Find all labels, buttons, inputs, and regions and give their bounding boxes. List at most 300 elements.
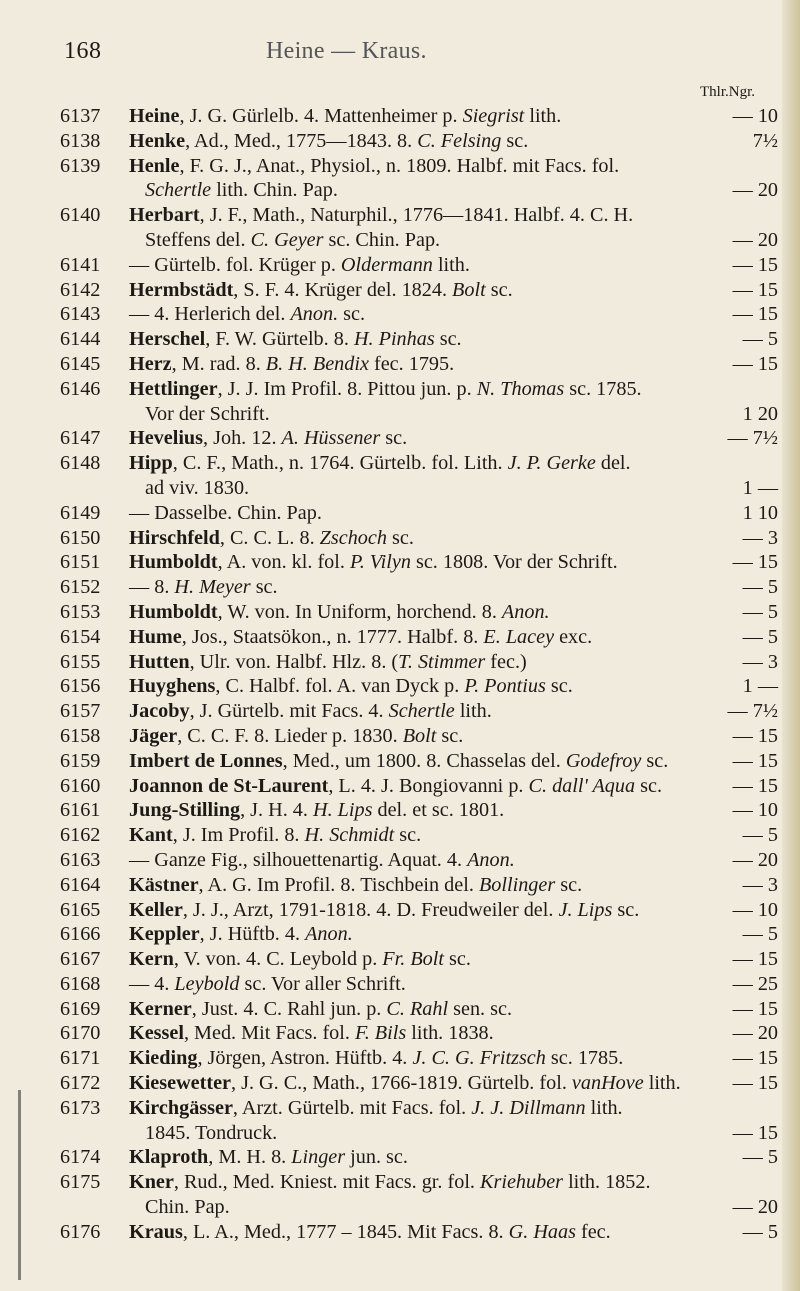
entry-detail: , Arzt. Gürtelb. mit Facs. fol.: [232, 1096, 472, 1119]
entry-detail: lith.: [643, 1072, 681, 1095]
entry-number: 6156: [60, 675, 101, 698]
entry-price: — 15: [732, 749, 778, 772]
entry-number: 6165: [60, 898, 101, 921]
entry-number: 6151: [60, 551, 101, 574]
artist-name: J. C. G. Fritzsch: [412, 1047, 546, 1070]
entry-number: 6166: [60, 923, 101, 946]
entry-detail: — Gürtelb. fol. Krüger p.: [129, 253, 341, 276]
entry-price: 1 —: [742, 675, 778, 698]
catalogue-entry: [60, 426, 778, 451]
sitter-name: Hirschfeld: [129, 526, 220, 549]
entry-number: 6140: [60, 204, 101, 227]
entry-price: — 5: [742, 625, 778, 648]
sitter-name: Kiesewetter: [129, 1072, 231, 1095]
entry-detail: sc. 1808. Vor der Schrift.: [410, 551, 618, 574]
artist-name: Siegrist: [462, 105, 525, 127]
artist-name: Schertle: [388, 700, 455, 723]
artist-name: Anon.: [305, 923, 353, 946]
entry-detail: sc.: [394, 824, 422, 847]
catalogue-entry: [60, 104, 778, 129]
entry-price: — 5: [742, 576, 778, 599]
artist-name: Anon.: [467, 848, 515, 871]
sitter-name: Keller: [129, 898, 183, 921]
entry-text: [60, 129, 778, 154]
artist-name: P. Vilyn: [349, 551, 411, 574]
entry-detail: ad viv. 1830.: [145, 476, 250, 499]
artist-name: Zschoch: [319, 526, 387, 549]
artist-name: F. Bils: [354, 1022, 407, 1045]
entry-text-continuation: [60, 402, 778, 427]
sitter-name: Henke: [129, 129, 186, 152]
entry-detail: sc.: [612, 898, 640, 921]
catalogue-entry: [60, 898, 778, 923]
artist-name: Anon.: [290, 303, 339, 326]
sitter-name: Herz: [129, 352, 172, 375]
entry-detail: — 4. Herlerich del.: [129, 303, 291, 326]
entry-detail: — Ganze Fig., silhouettenartig. Aquat. 4.: [129, 848, 468, 871]
entry-number: 6176: [60, 1220, 101, 1243]
entry-price: — 15: [732, 724, 778, 747]
entry-detail: — 8.: [129, 576, 175, 599]
catalogue-entry: [60, 253, 778, 278]
entry-detail: sc. 1785.: [564, 377, 642, 400]
entry-number: 6173: [60, 1096, 101, 1119]
entry-price: — 5: [742, 923, 778, 946]
price-column-heading: Thlr.Ngr.: [700, 84, 755, 100]
entry-number: 6148: [60, 452, 101, 475]
entry-number: 6162: [60, 824, 101, 847]
entry-number: 6175: [60, 1171, 101, 1194]
entry-number: 6143: [60, 303, 101, 326]
entry-price: — 3: [742, 526, 778, 549]
entry-text: [60, 451, 778, 476]
artist-name: Kriehuber: [480, 1171, 564, 1194]
sitter-name: Klaproth: [129, 1146, 209, 1169]
entry-detail: sc.: [555, 873, 583, 896]
entry-detail: lith.: [585, 1096, 623, 1119]
sitter-name: Kieding: [129, 1047, 198, 1070]
entry-number: 6174: [60, 1146, 101, 1169]
page-edge-shadow: [782, 0, 800, 1291]
catalogue-entry: [60, 823, 778, 848]
entry-price: 1 —: [742, 476, 778, 499]
running-head: Heine — Kraus.: [266, 38, 427, 64]
entry-price: — 5: [742, 328, 778, 351]
entry-detail: , J. Hüftb. 4.: [199, 923, 306, 946]
sitter-name: Herschel: [129, 328, 206, 351]
sitter-name: Kant: [129, 824, 173, 847]
sitter-name: Joannon de St-Laurent: [129, 774, 329, 797]
entry-detail: lith.: [454, 700, 492, 723]
entry-detail: 1845. Tondruck.: [145, 1121, 278, 1144]
entry-number: 6168: [60, 972, 101, 995]
catalogue-entry: [60, 873, 778, 898]
entry-detail: , A. von. kl. fol.: [217, 551, 350, 574]
entry-price: — 3: [742, 650, 778, 673]
entry-price: — 15: [732, 352, 778, 375]
entry-detail: lith. Chin. Pap.: [211, 179, 338, 202]
entry-detail: sc.: [443, 948, 471, 971]
entry-detail: , C. C. F. 8. Lieder p. 1830.: [177, 724, 403, 747]
sitter-name: Hettlinger: [129, 377, 218, 400]
sitter-name: Hume: [129, 625, 182, 648]
catalogue-entry: [60, 203, 778, 253]
entry-price: — 15: [732, 997, 778, 1020]
artist-name: Schertle: [145, 179, 212, 202]
catalogue-entry: [60, 1145, 778, 1170]
catalogue-entry: [60, 997, 778, 1022]
entry-detail: sc. Chin. Pap.: [323, 228, 441, 251]
sitter-name: Hermbstädt: [129, 278, 234, 301]
entry-number: 6169: [60, 997, 101, 1020]
entry-detail: jun. sc.: [345, 1146, 408, 1169]
entry-detail: , J. G. C., Math., 1766-1819. Gürtelb. fol.: [231, 1072, 572, 1095]
entry-number: 6155: [60, 650, 101, 673]
entry-text: [60, 1096, 778, 1121]
entry-price: — 20: [732, 1196, 778, 1219]
entry-detail: , J. H. 4.: [240, 799, 313, 822]
entry-number: 6164: [60, 873, 101, 896]
catalogue-entry: [60, 327, 778, 352]
artist-name: H. Lips: [312, 799, 373, 822]
entry-detail: , Med. Mit Facs. fol.: [183, 1022, 355, 1045]
sitter-name: Kerner: [129, 997, 192, 1020]
entry-text: [60, 774, 778, 799]
sitter-name: Kner: [129, 1171, 174, 1194]
entry-text: [60, 798, 778, 823]
sitter-name: Kraus: [129, 1220, 183, 1243]
entry-text-continuation: [60, 1121, 778, 1146]
catalogue-entry: [60, 377, 778, 427]
entry-price: — 20: [732, 848, 778, 871]
entry-price: — 5: [742, 1146, 778, 1169]
entry-detail: , Joh. 12.: [203, 427, 282, 450]
sitter-name: Kästner: [129, 873, 199, 896]
entry-price: — 20: [732, 179, 778, 202]
catalogue-entry: [60, 129, 778, 154]
binding-mark: [18, 1090, 21, 1280]
entry-detail: sc.: [386, 526, 414, 549]
entry-text: [60, 972, 778, 997]
entry-detail: — Dasselbe. Chin. Pap.: [129, 501, 322, 524]
catalogue-entry: [60, 625, 778, 650]
entry-price: — 5: [742, 1220, 778, 1243]
entry-detail: , M. rad. 8.: [171, 352, 266, 375]
entry-text: [60, 327, 778, 352]
entry-detail: , V. von. 4. C. Leybold p.: [173, 948, 383, 971]
entry-detail: — 4.: [129, 972, 175, 995]
entry-text: [60, 1145, 778, 1170]
artist-name: Bolt: [402, 724, 437, 747]
sitter-name: Humboldt: [129, 551, 218, 574]
artist-name: G. Haas: [508, 1220, 576, 1243]
entry-text: [60, 600, 778, 625]
entry-detail: sc.: [434, 328, 462, 351]
artist-name: H. Meyer: [174, 576, 251, 599]
catalogue-entry: [60, 972, 778, 997]
entry-text: [60, 501, 778, 526]
entry-detail: , Med., um 1800. 8. Chasselas del.: [282, 749, 566, 772]
entry-detail: , C. F., Math., n. 1764. Gürtelb. fol. Lith.: [172, 452, 508, 475]
catalogue-entry: [60, 674, 778, 699]
entry-detail: , J. J. Im Profil. 8. Pittou jun. p.: [217, 377, 477, 400]
sitter-name: Jacoby: [129, 700, 190, 723]
catalogue-entry: [60, 650, 778, 675]
entry-text: [60, 848, 778, 873]
artist-name: C. Rahl: [386, 997, 449, 1020]
entry-detail: , J. Gürtelb. mit Facs. 4.: [189, 700, 389, 723]
entry-detail: , C. C. L. 8.: [219, 526, 320, 549]
entry-number: 6159: [60, 749, 101, 772]
entry-price: 1 20: [742, 402, 778, 425]
entry-number: 6171: [60, 1047, 101, 1070]
catalogue-entry: [60, 1071, 778, 1096]
entry-detail: sc.: [501, 129, 529, 152]
sitter-name: Huyghens: [129, 675, 216, 698]
entry-text: [60, 650, 778, 675]
sitter-name: Hipp: [129, 452, 173, 475]
sitter-name: Keppler: [129, 923, 200, 946]
entry-detail: sc.: [635, 774, 663, 797]
sitter-name: Herbart: [129, 204, 200, 227]
entry-text: [60, 873, 778, 898]
sitter-name: Kirchgässer: [129, 1096, 233, 1119]
entry-detail: , C. Halbf. fol. A. van Dyck p.: [215, 675, 465, 698]
entry-detail: sc.: [436, 724, 464, 747]
entry-text: [60, 947, 778, 972]
entry-number: 6154: [60, 625, 101, 648]
catalogue-entry: [60, 798, 778, 823]
entry-price: — 15: [732, 253, 778, 276]
catalogue-entry: [60, 302, 778, 327]
entry-number: 6167: [60, 948, 101, 971]
entry-detail: Chin. Pap.: [145, 1196, 230, 1219]
sitter-name: Hutten: [129, 650, 190, 673]
catalogue-entry: [60, 1220, 778, 1245]
entry-number: 6141: [60, 253, 101, 276]
entry-detail: lith. 1838.: [406, 1022, 494, 1045]
entry-detail: , J. G. Gürlelb. 4. Mattenheimer p.: [179, 105, 463, 127]
entry-price: — 20: [732, 1022, 778, 1045]
entry-detail: exc.: [554, 625, 593, 648]
entry-number: 6163: [60, 848, 101, 871]
entry-price: 7½: [752, 129, 778, 152]
entry-detail: sc.: [380, 427, 408, 450]
entry-price: — 3: [742, 873, 778, 896]
artist-name: Anon.: [501, 600, 550, 623]
entry-text: [60, 1021, 778, 1046]
entry-text: [60, 922, 778, 947]
catalogue-entry: [60, 774, 778, 799]
entry-number: 6144: [60, 328, 101, 351]
artist-name: J. Lips: [558, 898, 613, 921]
entry-text: [60, 526, 778, 551]
entry-price: — 15: [732, 551, 778, 574]
entry-text: [60, 1071, 778, 1096]
entry-number: 6170: [60, 1022, 101, 1045]
entry-detail: , J. Im Profil. 8.: [172, 824, 305, 847]
entry-detail: sc.: [545, 675, 573, 698]
catalogue-entry: [60, 1046, 778, 1071]
entry-price: — 15: [732, 948, 778, 971]
artist-name: Leybold: [174, 972, 240, 995]
entry-detail: , Rud., Med. Kniest. mit Facs. gr. fol.: [173, 1171, 481, 1194]
entry-detail: sc.: [250, 576, 278, 599]
entry-price: — 7½: [727, 427, 778, 450]
entry-text: [60, 724, 778, 749]
artist-name: H. Pinhas: [353, 328, 435, 351]
entry-number: 6138: [60, 129, 101, 152]
entry-price: — 15: [732, 1047, 778, 1070]
entry-text: [60, 898, 778, 923]
page-number: 168: [64, 38, 102, 64]
sitter-name: Henle: [129, 154, 180, 177]
entry-text: [60, 699, 778, 724]
sitter-name: Jung-Stilling: [129, 799, 241, 822]
artist-name: B. H. Bendix: [265, 352, 369, 375]
entry-number: 6146: [60, 377, 101, 400]
catalogue-entry: [60, 1170, 778, 1220]
catalogue-entry: [60, 526, 778, 551]
entry-detail: , Jörgen, Astron. Hüftb. 4.: [197, 1047, 413, 1070]
entry-price: — 7½: [727, 700, 778, 723]
entry-text-continuation: [60, 228, 778, 253]
catalogue-entry: [60, 724, 778, 749]
catalogue-entry: [60, 600, 778, 625]
entry-price: — 25: [732, 972, 778, 995]
entry-text-continuation: [60, 1195, 778, 1220]
artist-name: P. Pontius: [464, 675, 546, 698]
entry-detail: lith.: [524, 105, 562, 127]
artist-name: J. J. Dillmann: [471, 1096, 586, 1119]
entry-text: [60, 625, 778, 650]
artist-name: Oldermann: [340, 253, 433, 276]
catalogue-entry: [60, 1021, 778, 1046]
entry-text-continuation: [60, 476, 778, 501]
entry-text: [60, 1046, 778, 1071]
entry-detail: sc. Vor aller Schrift.: [239, 972, 406, 995]
entry-detail: , Ulr. von. Halbf. Hlz. 8. (: [189, 650, 399, 673]
entry-detail: sen. sc.: [448, 997, 512, 1020]
entry-price: — 15: [732, 1121, 778, 1144]
catalogue-entry: [60, 1096, 778, 1146]
entry-detail: del.: [595, 452, 631, 475]
entry-detail: fec.: [575, 1220, 611, 1243]
entry-text-continuation: [60, 178, 778, 203]
entry-price: — 5: [742, 824, 778, 847]
entry-text: [60, 997, 778, 1022]
entry-detail: sc. 1785.: [545, 1047, 624, 1070]
sitter-name: Humboldt: [129, 600, 218, 623]
artist-name: Bolt: [452, 278, 486, 301]
entry-number: 6149: [60, 501, 101, 524]
entry-text: [60, 575, 778, 600]
sitter-name: Kessel: [129, 1022, 184, 1045]
entry-detail: lith. 1852.: [563, 1171, 651, 1194]
artist-name: Fr. Bolt: [382, 948, 444, 971]
catalogue-entry: [60, 501, 778, 526]
entry-detail: , W. von. In Uniform, horchend. 8.: [217, 600, 502, 623]
entry-text: [60, 749, 778, 774]
artist-name: Godefroy: [565, 749, 642, 772]
entry-detail: , M. H. 8.: [208, 1146, 292, 1169]
entry-price: — 5: [742, 600, 778, 623]
entry-detail: , Jos., Staatsökon., n. 1777. Halbf. 8.: [181, 625, 484, 648]
catalogue-entry: [60, 699, 778, 724]
entry-detail: , L. 4. J. Bongiovanni p.: [328, 774, 529, 797]
entry-number: 6150: [60, 526, 101, 549]
entry-detail: , L. A., Med., 1777 – 1845. Mit Facs. 8.: [182, 1220, 509, 1243]
entry-text: [60, 377, 778, 402]
catalogue-entry: [60, 352, 778, 377]
catalogue-entry: [60, 922, 778, 947]
catalogue-entry: [60, 947, 778, 972]
sitter-name: Jäger: [129, 724, 178, 747]
catalogue-entry: [60, 451, 778, 501]
sitter-name: Hevelius: [129, 427, 204, 450]
entry-detail: , S. F. 4. Krüger del. 1824.: [233, 278, 453, 301]
entry-text: [60, 823, 778, 848]
artist-name: C. Felsing: [417, 129, 502, 152]
entry-text: [60, 278, 778, 303]
entry-detail: , Ad., Med., 1775—1843. 8.: [185, 129, 418, 152]
entry-number: 6147: [60, 427, 101, 450]
entry-price: 1 10: [742, 501, 778, 524]
artist-name: Linger: [291, 1146, 346, 1169]
artist-name: E. Lacey: [483, 625, 555, 648]
artist-name: A. Hüssener: [281, 427, 381, 450]
entry-detail: , F. G. J., Anat., Physiol., n. 1809. Halbf. mit Facs. fol.: [179, 154, 620, 177]
entry-number: 6160: [60, 774, 101, 797]
entry-detail: fec.): [485, 650, 527, 673]
catalogue-entry: [60, 575, 778, 600]
entry-number: 6161: [60, 799, 101, 822]
entry-price: — 15: [732, 278, 778, 301]
artist-name: Bollinger: [478, 873, 556, 896]
entry-detail: del. et sc. 1801.: [372, 799, 505, 822]
entry-text: [60, 674, 778, 699]
entry-price: — 15: [732, 774, 778, 797]
artist-name: J. P. Gerke: [507, 452, 596, 475]
entry-detail: Vor der Schrift.: [145, 402, 270, 425]
entry-number: 6153: [60, 600, 101, 623]
sitter-name: Imbert de Lonnes: [129, 749, 283, 772]
entry-price: — 15: [732, 1072, 778, 1095]
entry-price: — 10: [732, 105, 778, 127]
entry-detail: Steffens del.: [145, 228, 251, 251]
entry-text: [60, 104, 778, 129]
entry-detail: , A. G. Im Profil. 8. Tischbein del.: [198, 873, 479, 896]
entry-detail: , Just. 4. C. Rahl jun. p.: [191, 997, 387, 1020]
entry-text: [60, 550, 778, 575]
entry-detail: fec. 1795.: [368, 352, 455, 375]
artist-name: N. Thomas: [476, 377, 565, 400]
entry-text: [60, 1170, 778, 1195]
entry-price: — 15: [732, 303, 778, 326]
artist-name: vanHove: [571, 1072, 644, 1095]
artist-name: T. Stimmer: [398, 650, 486, 673]
artist-name: C. Geyer: [250, 228, 324, 251]
entry-price: — 10: [732, 799, 778, 822]
catalogue-entry: [60, 550, 778, 575]
entry-detail: , F. W. Gürtelb. 8.: [205, 328, 354, 351]
entry-number: 6139: [60, 154, 101, 177]
entry-text: [60, 203, 778, 228]
entry-text: [60, 302, 778, 327]
entry-number: 6142: [60, 278, 101, 301]
sitter-name: Kern: [129, 948, 174, 971]
catalogue-entry: [60, 749, 778, 774]
